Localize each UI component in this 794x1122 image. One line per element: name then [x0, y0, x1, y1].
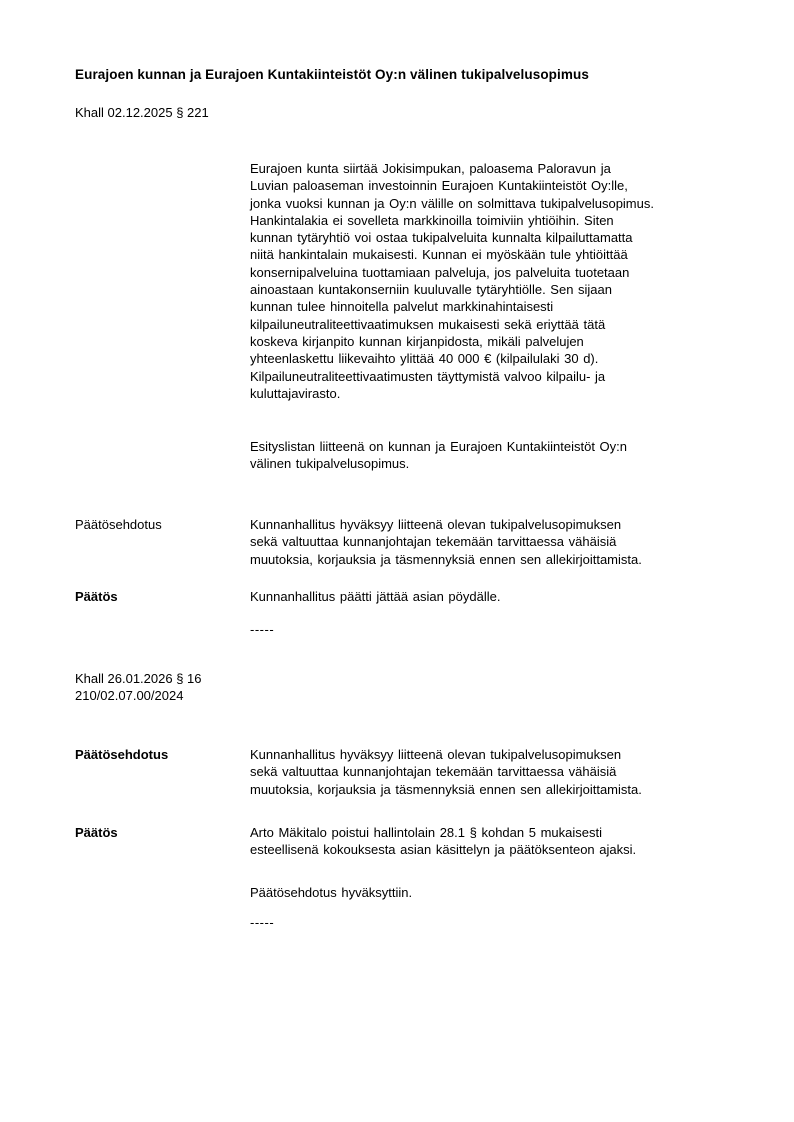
- text-line: Kunnanhallitus päätti jättää asian pöydälle.: [250, 589, 501, 604]
- document-title: Eurajoen kunnan ja Eurajoen Kuntakiinteistöt Oy:n välinen tukipalvelusopimus: [75, 67, 589, 82]
- intro-paragraph: [250, 160, 744, 402]
- text-line: kunnan tulee hinnoitella palvelut markkinahintaisesti: [250, 299, 554, 315]
- text-line: Esityslistan liitteenä on kunnan ja Eurajoen Kuntakiinteistöt Oy:n: [250, 439, 627, 454]
- text-line: Khall 26.01.2026 § 16: [75, 671, 202, 686]
- decision-text-1: [250, 588, 744, 605]
- text-line: kuluttajavirasto.: [250, 385, 341, 401]
- text-line: Arto Mäkitalo poistui hallintolain 28.1 § kohdan 5 mukaisesti: [250, 825, 602, 840]
- text-line: yhteenlaskettu liikevaihto ylittää 40 000 € (kilpailulaki 30 d).: [250, 351, 599, 367]
- text-line: välinen tukipalvelusopimus.: [250, 456, 410, 472]
- decision-text-2: [250, 824, 744, 859]
- proposal-label-2: Päätösehdotus: [75, 747, 169, 762]
- text-line: niitä hankintalain mukaisesti. Kunnan ei myöskään tule yhtiöittää: [250, 247, 628, 263]
- proposal-row-1: [75, 516, 744, 568]
- decision-note-2: Päätösehdotus hyväksyttiin.: [250, 885, 413, 900]
- proposal-text-2: [250, 746, 744, 798]
- proposal-label-1: Päätösehdotus: [75, 517, 162, 532]
- text-line: konsernipalveluina tuottamiaan palveluja, jos palveluita tuotetaan: [250, 264, 630, 280]
- text-line: Hankintalakia ei sovelleta markkinoilla toimiviin yhtiöihin. Siten: [250, 212, 614, 228]
- text-line: sekä valtuuttaa kunnanjohtajan tekemään tarvittaessa vähäisiä: [250, 764, 617, 780]
- decision-row-1: [75, 588, 744, 605]
- section-separator-2: -----: [250, 915, 275, 930]
- text-line: Kunnanhallitus hyväksyy liitteenä olevan tukipalvelusopimuksen: [250, 517, 622, 532]
- decision-label-2: Päätös: [75, 825, 118, 840]
- proposal-text-1: [250, 516, 744, 568]
- decision-label-1: Päätös: [75, 589, 118, 604]
- text-line: 210/02.07.00/2024: [75, 688, 184, 704]
- text-line: Eurajoen kunta siirtää Jokisimpukan, paloasema Paloravun ja: [250, 161, 611, 176]
- text-line: kunnan tytäryhtiö voi ostaa tukipalveluita kunnalta kilpailuttamatta: [250, 230, 633, 246]
- attachment-paragraph: [250, 438, 744, 473]
- text-line: ainoastaan kuntakonserniin kuuluvalle tytäryhtiölle. Sen sijaan: [250, 282, 612, 298]
- text-line: sekä valtuuttaa kunnanjohtajan tekemään tarvittaessa vähäisiä: [250, 534, 617, 550]
- proposal-row-2: [75, 746, 744, 798]
- decision-row-2: [75, 824, 744, 859]
- text-line: muutoksia, korjauksia ja täsmennyksiä ennen sen allekirjoittamista.: [250, 551, 642, 567]
- text-line: esteellisenä kokouksesta asian käsittelyn ja päätöksenteon ajaksi.: [250, 842, 637, 858]
- case-reference-1: Khall 02.12.2025 § 221: [75, 105, 209, 120]
- text-line: kilpailuneutraliteettivaatimuksen mukaisesti sekä eriyttää tätä: [250, 316, 606, 332]
- case-reference-2: [75, 670, 475, 705]
- text-line: Kilpailuneutraliteettivaatimusten täyttymistä valvoo kilpailu- ja: [250, 368, 606, 384]
- text-line: jonka vuoksi kunnan ja Oy:n välille on solmittava tukipalvelusopimus.: [250, 195, 654, 211]
- text-line: koskeva kirjanpito kunnan kirjanpidosta, mikäli palvelujen: [250, 333, 584, 349]
- section-separator-1: -----: [250, 622, 275, 637]
- text-line: Kunnanhallitus hyväksyy liitteenä olevan tukipalvelusopimuksen: [250, 747, 622, 762]
- text-line: Luvian paloaseman investoinnin Eurajoen Kuntakiinteistöt Oy:lle,: [250, 178, 628, 194]
- text-line: muutoksia, korjauksia ja täsmennyksiä ennen sen allekirjoittamista.: [250, 781, 642, 797]
